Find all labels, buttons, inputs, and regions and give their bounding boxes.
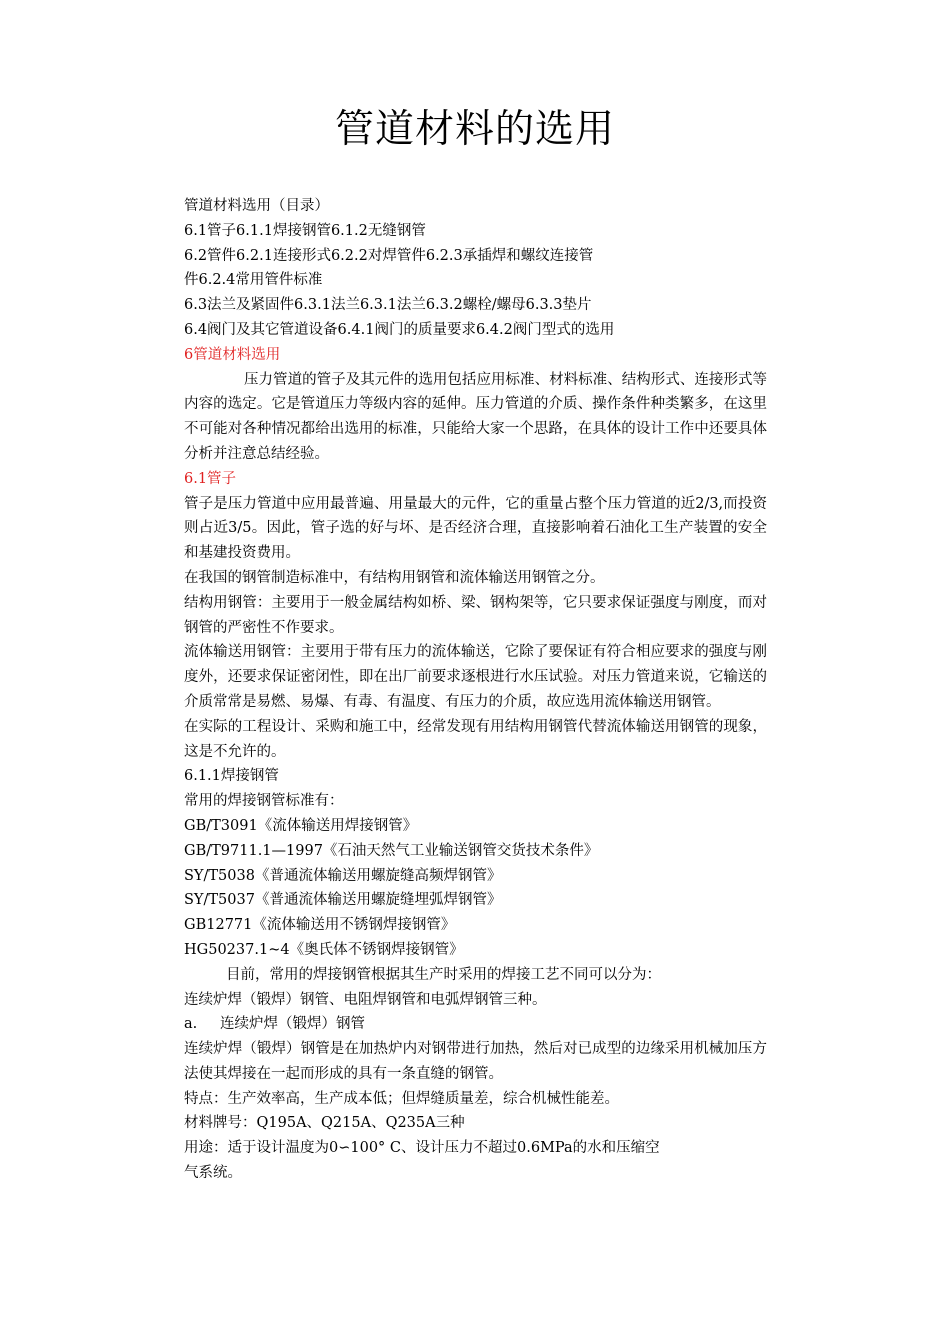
- section-6-intro: 压力管道的管子及其元件的选用包括应用标准、材料标准、结构形式、连接形式等内容的选定。它是管道压力等级内容的延伸。压力管道的介质、操作条件种类繁多，在这里不可能对各种情况都给出选用的标准，只能给大家一个思路，在具体的设计工作中还要具体分析并注意总结经验。: [184, 371, 767, 462]
- toc-line: 6.3法兰及紧固件6.3.1法兰6.3.1法兰6.3.2螺栓/螺母6.3.3垫片: [184, 297, 592, 314]
- list-marker: a.: [184, 1016, 198, 1033]
- page-title: 管道材料的选用: [334, 107, 615, 152]
- paragraph: 结构用钢管：主要用于一般金属结构如桥、梁、钢构架等，它只要求保证强度与刚度，而对钢管的严密性不作要求。: [184, 594, 767, 636]
- toc-line: 6.4阀门及其它管道设备6.4.1阀门的质量要求6.4.2阀门型式的选用: [184, 321, 615, 338]
- list-item-a: [184, 1012, 767, 1037]
- item-a-description: 连续炉焊（锻焊）钢管是在加热炉内对钢带进行加热，然后对已成型的边缘采用机械加压方法使其焊接在一起而形成的具有一条直缝的钢管。: [184, 1041, 767, 1082]
- toc-heading: 管道材料选用（目录）: [184, 198, 329, 214]
- section-heading-6-1-1: 6.1.1焊接钢管: [184, 768, 279, 785]
- document-body: [184, 194, 767, 1186]
- toc-line: 6.1管子6.1.1焊接钢管6.1.2无缝钢管: [184, 222, 426, 239]
- usage-line: 用途：适于设计温度为0∽100° C、设计压力不超过0.6MPa的水和压缩空: [184, 1140, 660, 1157]
- standard-item: GB/T9711.1—1997《石油天然气工业输送钢管交货技术条件》: [184, 842, 599, 859]
- list-item-title: 连续炉焊（锻焊）钢管: [220, 1016, 365, 1033]
- process-intro: 目前，常用的焊接钢管根据其生产时采用的焊接工艺不同可以分为：: [226, 966, 661, 983]
- standard-item: GB12771《流体输送用不锈钢焊接钢管》: [184, 917, 456, 934]
- standard-item: SY/T5037《普通流体输送用螺旋缝埋弧焊钢管》: [184, 892, 502, 909]
- standards-intro: 常用的焊接钢管标准有：: [184, 793, 344, 810]
- standard-item: SY/T5038《普通流体输送用螺旋缝高频焊钢管》: [184, 867, 502, 884]
- standard-item: HG50237.1~4《奥氏体不锈钢焊接钢管》: [184, 941, 464, 958]
- process-types: 连续炉焊（锻焊）钢管、电阻焊钢管和电弧焊钢管三种。: [184, 991, 547, 1008]
- features-line: 特点：生产效率高，生产成本低；但焊缝质量差，综合机械性能差。: [184, 1090, 619, 1107]
- toc-line: 件6.2.4常用管件标准: [184, 272, 323, 289]
- section-heading-6: 6管道材料选用: [184, 346, 281, 363]
- paragraph: 在我国的钢管制造标准中，有结构用钢管和流体输送用钢管之分。: [184, 569, 605, 586]
- standard-item: GB/T3091《流体输送用焊接钢管》: [184, 817, 418, 834]
- paragraph: 管子是压力管道中应用最普遍、用量最大的元件，它的重量占整个压力管道的近2/3,而投资则占近3/5。因此，管子选的好与坏、是否经济合理，直接影响着石油化工生产装置的安全和基建投资费用。: [184, 495, 767, 562]
- paragraph: 在实际的工程设计、采购和施工中，经常发现有用结构用钢管代替流体输送用钢管的现象，这是不允许的。: [184, 718, 767, 760]
- paragraph: 流体输送用钢管：主要用于带有压力的流体输送，它除了要保证有符合相应要求的强度与刚度外，还要求保证密闭性，即在出厂前要求逐根进行水压试验。对压力管道来说，它输送的介质常常是易燃、易爆、有毒、有温度、有压力的介质，故应选用流体输送用钢管。: [184, 644, 767, 710]
- usage-line: 气系统。: [184, 1165, 242, 1182]
- toc-line: 6.2管件6.2.1连接形式6.2.2对焊管件6.2.3承插焊和螺纹连接管: [184, 247, 594, 264]
- grades-line: 材料牌号：Q195A、Q215A、Q235A三种: [184, 1115, 465, 1132]
- section-heading-6-1: 6.1管子: [184, 470, 237, 487]
